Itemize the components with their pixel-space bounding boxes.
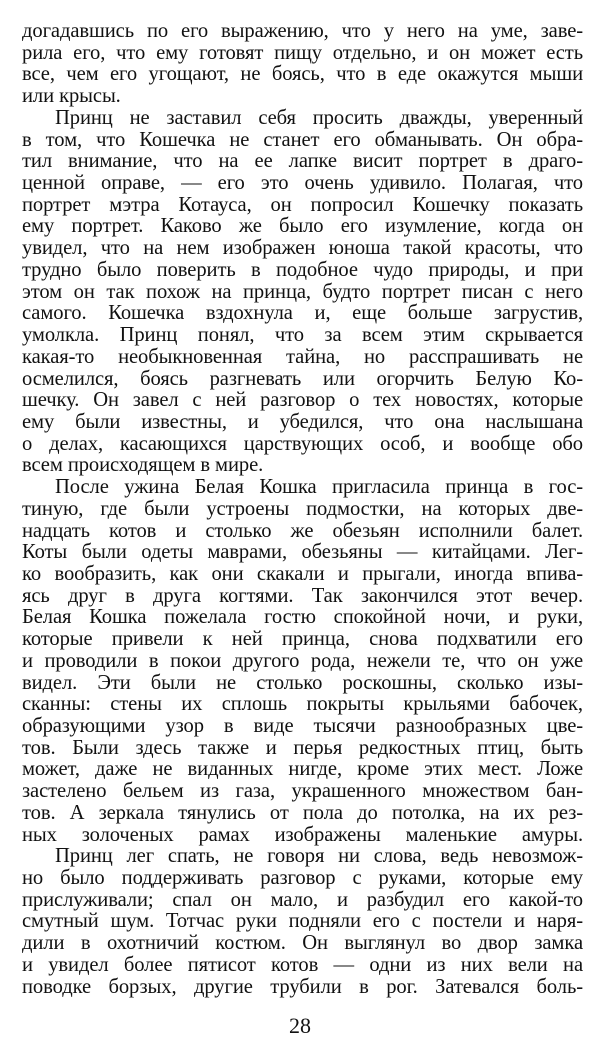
- text-line: ему портрет. Каково же было его изумление, когда он: [22, 215, 583, 238]
- text-line: все, чем его угощают, не боясь, что в еде окажутся мыши: [22, 63, 583, 86]
- text-line: ему были известны, и убедился, что она наслышана: [22, 410, 583, 433]
- text-line: в том, что Кошечка не станет его обманывать. Он обра-: [22, 128, 583, 151]
- text-line: которые привели к ней принца, снова подхватили его: [22, 628, 583, 651]
- text-line: шечку. Он завел с ней разговор о тех новостях, которые: [22, 389, 583, 412]
- text-line: смутный шум. Тотчас руки подняли его с постели и наря-: [22, 910, 583, 933]
- text-line: ко вообразить, как они скакали и прыгали, иногда впива-: [22, 562, 583, 585]
- text-line: тов. Были здесь также и перья редкостных птиц, быть: [22, 736, 583, 759]
- text-line: догадавшись по его выражению, что у него на уме, заве-: [22, 20, 583, 42]
- text-line: тов. А зеркала тянулись от пола до потолка, на их рез-: [22, 801, 583, 824]
- text-line: но было поддерживать разговор с руками, которые ему: [22, 867, 583, 890]
- text-line: прислуживали; спал он мало, и разбудил его какой-то: [22, 888, 583, 911]
- text-line: застелено бельем из газа, украшенного множеством бан-: [22, 780, 583, 803]
- text-line: умолкла. Принц понял, что за всем этим скрывается: [22, 324, 583, 347]
- text-line: После ужина Белая Кошка пригласила принца в гос-: [55, 476, 583, 499]
- text-line: увидел, что на нем изображен юноша такой красоты, что: [22, 237, 583, 260]
- text-line: рила его, что ему готовят пищу отдельно, и он может есть: [22, 41, 583, 64]
- text-line: всем происходящем в мире.: [22, 454, 264, 477]
- text-line: осмелился, боясь разгневать или огорчить Белую Ко-: [22, 367, 583, 390]
- text-line: ных золоченых рамах изображены маленькие амуры.: [22, 823, 583, 846]
- text-line: тил внимание, что на ее лапке висит портрет в драго-: [22, 150, 583, 173]
- text-line: Белая Кошка пожелала гостю спокойной ночи, и руки,: [22, 606, 583, 629]
- text-line: Принц не заставил себя просить дважды, уверенный: [55, 106, 583, 129]
- paragraph: [22, 477, 583, 846]
- text-line: сканны: стены их сплошь покрыты крыльями бабочек,: [22, 693, 583, 716]
- text-line: и проводили в покои другого рода, нежели те, что он уже: [22, 649, 583, 672]
- text-line: ценной оправе, — его это очень удивило. Полагая, что: [22, 172, 583, 195]
- text-line: о делах, касающихся царствующих особ, и вообще обо: [22, 432, 583, 455]
- text-line: портрет мэтра Котауса, он попросил Кошечку показать: [22, 193, 583, 216]
- paragraph: [22, 108, 583, 477]
- text-line: и увидел более пятисот котов — одни из них вели на: [22, 953, 583, 976]
- text-line: какая-то необыкновенная тайна, но расспрашивать не: [22, 345, 583, 368]
- text-line: тиную, где были устроены подмостки, на которых две-: [22, 497, 583, 520]
- text-line: ясь друг в друга когтями. Так закончился этот вечер.: [22, 584, 583, 607]
- text-line: трудно было поверить в подобное чудо природы, и при: [22, 258, 583, 281]
- book-page-text: [22, 21, 583, 998]
- text-line: этом он так похож на принца, будто портрет писан с него: [22, 280, 583, 303]
- page-number: 28: [289, 1013, 311, 1038]
- text-line: видел. Эти были не столько роскошны, сколько изы-: [22, 671, 583, 694]
- text-line: или крысы.: [22, 85, 121, 108]
- text-line: самого. Кошечка вздохнула и, еще больше загрустив,: [22, 302, 583, 325]
- text-line: может, даже не виданных нигде, кроме этих мест. Ложе: [22, 758, 583, 781]
- text-line: Принц лег спать, не говоря ни слова, ведь невозмож-: [55, 845, 583, 868]
- text-line: дили в охотничий костюм. Он выглянул во двор замка: [22, 932, 583, 955]
- text-line: образующими узор в виде тысячи разнообразных цве-: [22, 715, 583, 737]
- text-line: Коты были одеты маврами, обезьяны — китайцами. Лег-: [22, 541, 583, 564]
- paragraph: [22, 846, 583, 998]
- text-line: поводке борзых, другие трубили в рог. Затевался боль-: [22, 975, 583, 998]
- paragraph: [22, 21, 583, 108]
- text-line: надцать котов и столько же обезьян исполнили балет.: [22, 519, 583, 542]
